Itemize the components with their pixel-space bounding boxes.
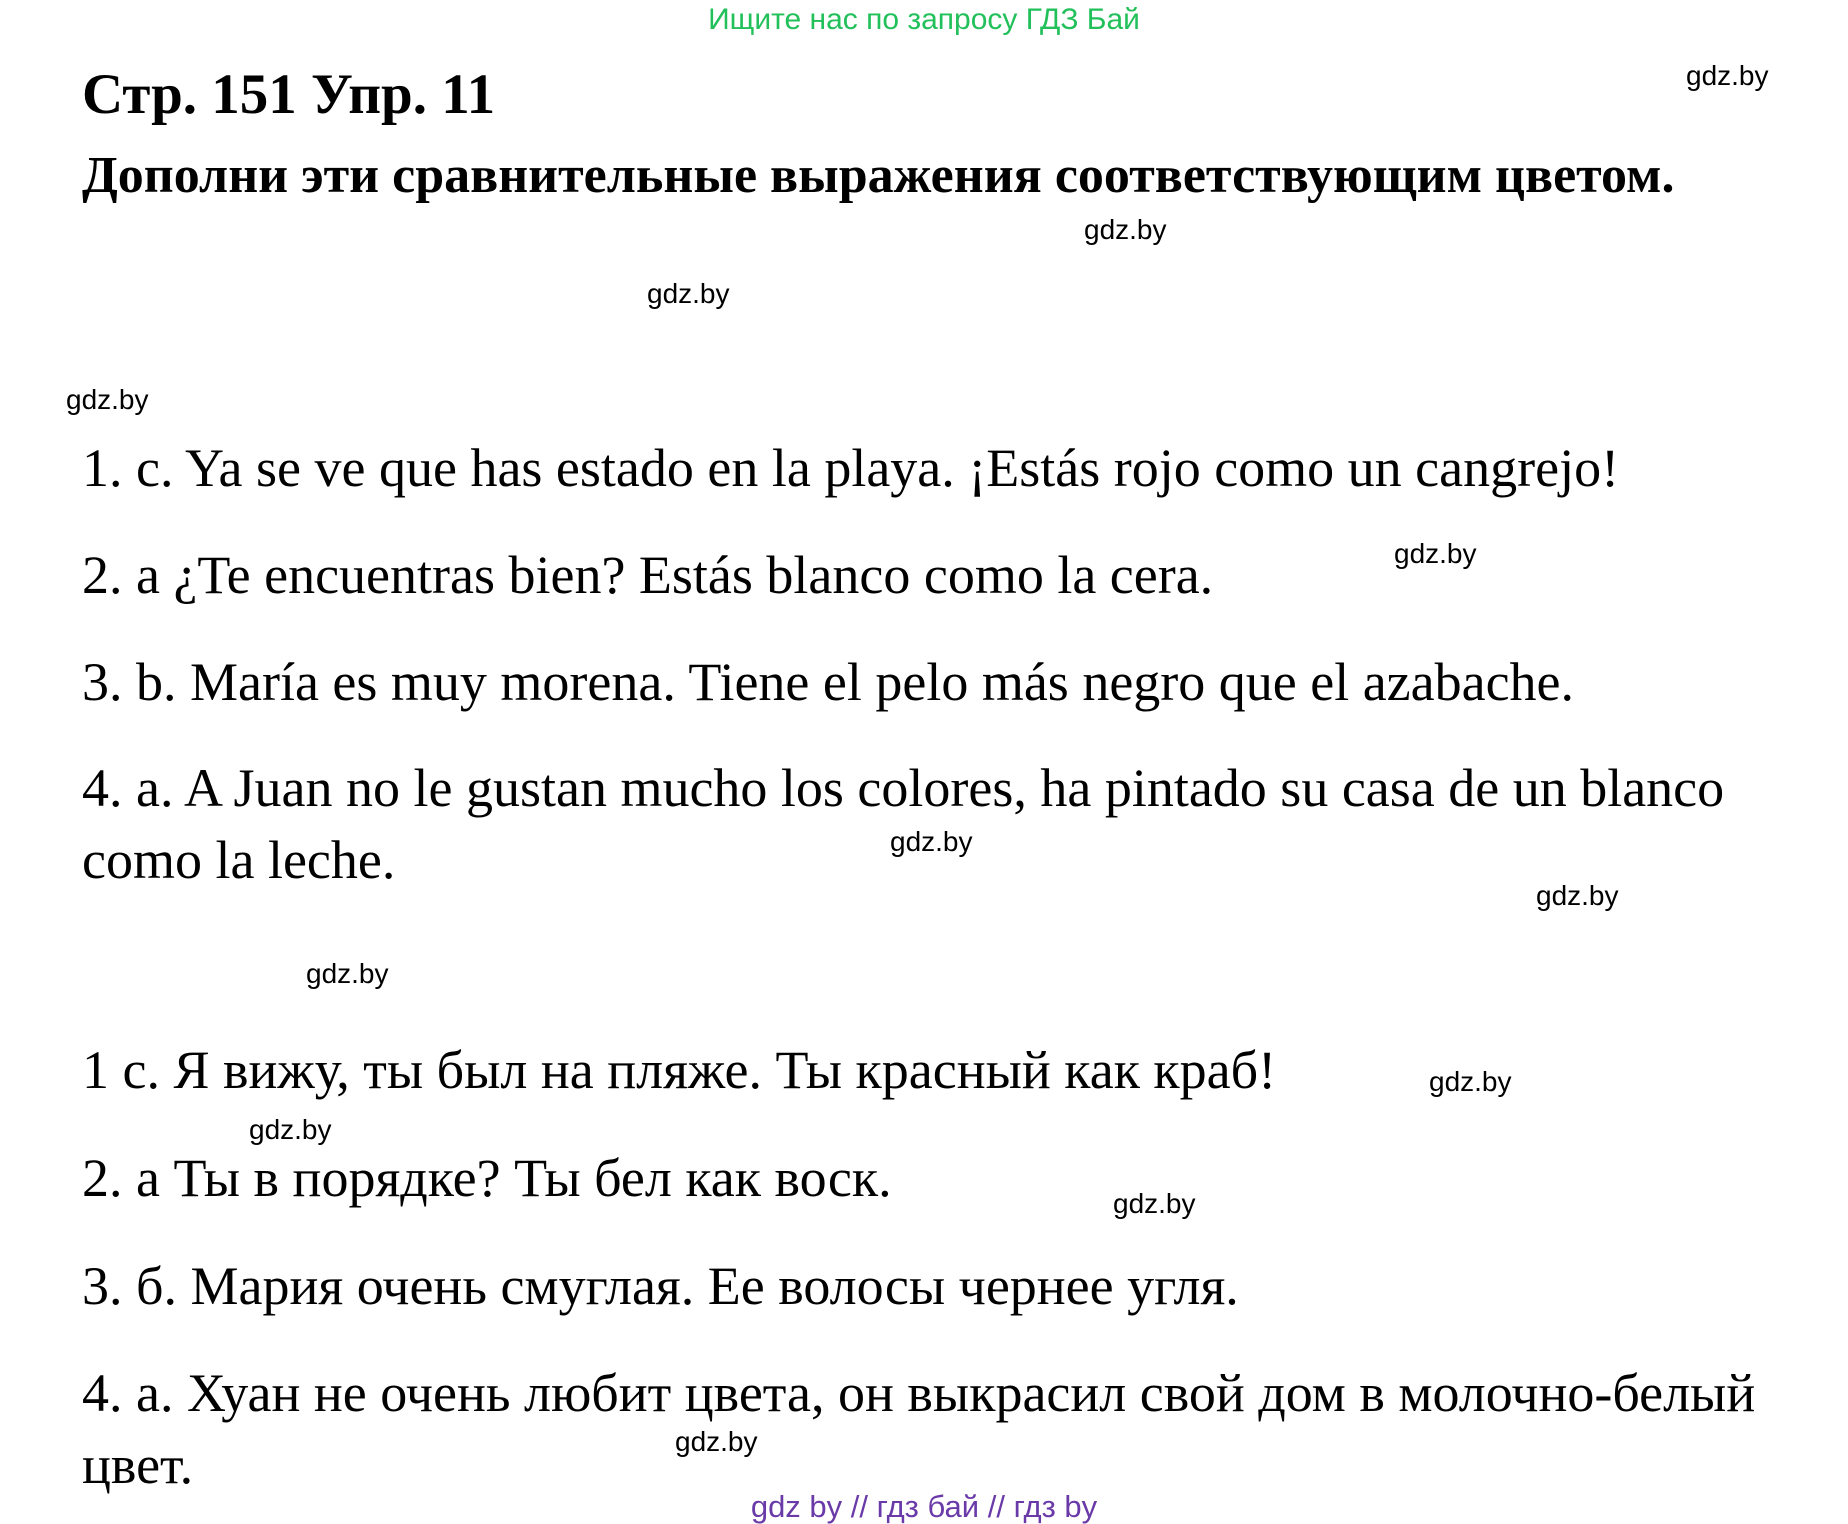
spanish-answer-1: 1. c. Ya se ve que has estado en la playa. ¡Estás rojo como un cangrejo! [82,438,1620,498]
watermark: gdz.by [306,958,389,989]
top-banner: Ищите нас по запросу ГДЗ Бай [708,3,1140,36]
watermark: gdz.by [1429,1066,1512,1097]
watermark: gdz.by [1536,880,1619,911]
footer-separator: // [987,1489,1005,1524]
page-title: Стр. 151 Упр. 11 [82,63,496,126]
spanish-answer-4: 4. a. A Juan no le gustan mucho los colores, ha pintado su casa de un blanco como la leche. [82,758,1725,890]
footer-link-gdz-by[interactable]: gdz by [750,1489,843,1524]
task-instruction: Дополни эти сравнительные выражения соответствующим цветом. [82,147,1675,204]
watermark: gdz.by [647,278,730,309]
russian-answer-4: 4. а. Хуан не очень любит цвета, он выкрасил свой дом в молочно-белый цвет. [82,1363,1756,1495]
russian-answer-3: 3. б. Мария очень смуглая. Ее волосы чернее угля. [82,1256,1239,1316]
watermark: gdz.by [675,1426,758,1457]
spanish-answer-2: 2. a ¿Te encuentras bien? Estás blanco como la cera. [82,545,1214,605]
footer-link-gdz-bai[interactable]: гдз бай [876,1489,980,1524]
footer-link-gdz-by-cyr[interactable]: гдз by [1013,1489,1098,1524]
watermark: gdz.by [890,826,973,857]
watermark: gdz.by [66,384,149,415]
watermark: gdz.by [1686,60,1769,91]
watermark: gdz.by [1394,538,1477,569]
russian-answer-1: 1 с. Я вижу, ты был на пляже. Ты красный как краб! [82,1040,1277,1100]
watermark: gdz.by [1113,1188,1196,1219]
footer-separator: // [850,1489,869,1524]
russian-answer-2: 2. а Ты в порядке? Ты бел как воск. [82,1148,892,1208]
spanish-answer-3: 3. b. María es muy morena. Tiene el pelo más negro que el azabache. [82,652,1575,712]
watermark: gdz.by [1084,214,1167,245]
watermark: gdz.by [249,1114,332,1145]
footer [0,1490,1848,1524]
